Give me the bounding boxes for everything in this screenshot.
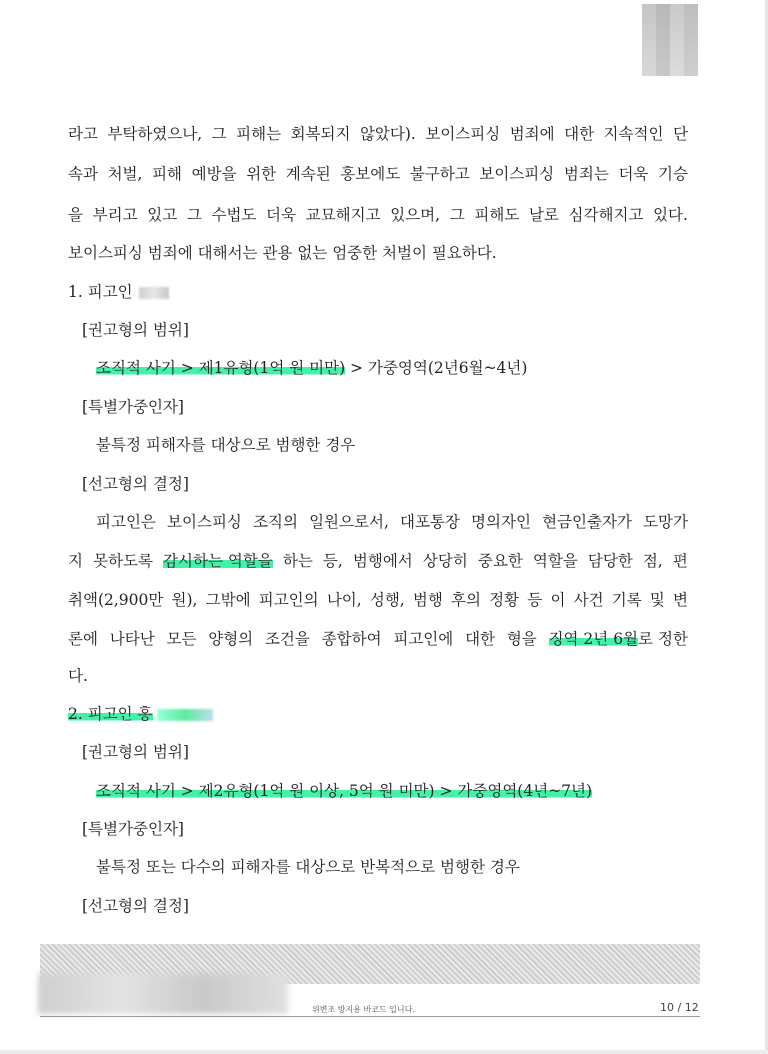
- decision-word: 상당히: [422, 552, 468, 570]
- section1-decision-label: [선고형의 결정]: [82, 475, 189, 493]
- decision-word: 이: [550, 591, 566, 609]
- decision-highlight: 감시하는 역할을: [163, 552, 273, 570]
- paragraph-word: 범죄에: [509, 125, 555, 143]
- paragraph-word: 회복되지: [290, 125, 351, 143]
- sentence-highlight: 징역 2년 6월: [548, 630, 639, 648]
- decision-word: 피고인에: [393, 630, 454, 648]
- paragraph-word: 심각해지고: [568, 206, 644, 224]
- paragraph-word: 피해도: [474, 206, 520, 224]
- page-number: 10 / 12: [660, 1001, 699, 1014]
- paragraph-word: 있으며,: [390, 206, 441, 224]
- section1-decision-line-5: 다.: [68, 667, 88, 685]
- decision-word: 나타난: [109, 630, 155, 648]
- decision-word: 대포통장: [400, 513, 460, 531]
- section1-heading: [68, 282, 169, 302]
- paragraph-word: 예방을: [191, 165, 237, 183]
- section2-heading: [68, 704, 213, 724]
- paragraph-word: 지속적인: [603, 125, 664, 143]
- barcode-notice: 위변조 방지용 바코드 입니다.: [312, 1005, 415, 1014]
- paragraph-word: 있고: [147, 206, 178, 224]
- paragraph-word: 그: [449, 206, 465, 224]
- paragraph-word: 보이스피싱: [479, 165, 555, 183]
- paragraph-word: 라고: [68, 125, 98, 143]
- redacted-name: [157, 709, 213, 721]
- decision-word: 범행에서: [352, 552, 413, 570]
- decision-word: 피고인은: [96, 513, 156, 531]
- decision-word: 범행: [412, 591, 443, 609]
- paragraph-word: 홍보에도: [340, 165, 401, 183]
- decision-word: 점,: [642, 552, 663, 570]
- paragraph-word: 속과: [68, 165, 98, 183]
- paragraph-line-4: 보이스피싱 범죄에 대해서는 관용 없는 엄중한 처벌이 필요하다.: [68, 244, 497, 262]
- decision-word: 형을: [506, 630, 537, 648]
- decision-word: 그밖에: [205, 591, 251, 609]
- paragraph-word: 처벌,: [107, 165, 143, 183]
- paragraph-line-3: [68, 205, 688, 225]
- decision-word: 취액(2,900만: [68, 591, 164, 609]
- paragraph-word: 부탁하였으나,: [107, 125, 203, 143]
- decision-word: 일원으로서,: [309, 513, 389, 531]
- scan-edge-bottom: [0, 1050, 768, 1054]
- decision-word: 중요한: [477, 552, 523, 570]
- decision-word: 론에: [68, 630, 98, 648]
- section1-range-highlight: 조직적 사기 > 제1유형(1억 원 미만): [96, 359, 346, 377]
- decision-word: 원),: [171, 591, 198, 609]
- decision-word: 대한: [465, 630, 496, 648]
- section1-range-label: [권고형의 범위]: [82, 321, 189, 339]
- section2-range-highlight: 조직적 사기 > 제2유형(1억 원 이상, 5억 원 미만) > 가중영역(4년~7년): [96, 782, 593, 800]
- decision-word: 성행,: [369, 591, 405, 609]
- paragraph-word: 수법도: [211, 206, 257, 224]
- decision-word: 로 정한: [638, 630, 688, 648]
- section1-decision-line-4: [68, 629, 688, 649]
- decision-word: 기록: [611, 591, 642, 609]
- paragraph-line-1: [68, 124, 688, 144]
- decision-word: 보이스피싱: [167, 513, 242, 531]
- decision-sentence-highlight: [549, 629, 688, 649]
- redacted-name: [139, 287, 169, 299]
- redacted-stamp: [642, 4, 698, 76]
- paragraph-word: 그: [186, 206, 202, 224]
- decision-word: 조건을: [264, 630, 310, 648]
- paragraph-word: 피해: [152, 165, 183, 183]
- decision-word: 못하도록: [93, 552, 153, 570]
- section2-special-label: [특별가중인자]: [82, 820, 184, 838]
- decision-word: 사건: [573, 591, 604, 609]
- decision-word: 변: [673, 591, 688, 609]
- decision-word: 등,: [322, 552, 343, 570]
- decision-word: 담당한: [587, 552, 633, 570]
- paragraph-word: 불구하고: [409, 165, 470, 183]
- decision-word: 지: [68, 552, 83, 570]
- decision-word: 양형의: [208, 630, 254, 648]
- section2-range: [96, 781, 592, 801]
- section1-special-text: 불특정 피해자를 대상으로 범행한 경우: [96, 436, 356, 454]
- section2-range-label: [권고형의 범위]: [82, 743, 189, 761]
- paragraph-word: 보이스피싱: [425, 125, 501, 143]
- redacted-footer: [38, 974, 288, 1014]
- decision-word: 역할을: [532, 552, 578, 570]
- paragraph-line-2: [68, 164, 688, 184]
- paragraph-word: 않았다).: [359, 125, 416, 143]
- section1-range: [96, 358, 527, 378]
- section2-decision-label: [선고형의 결정]: [82, 897, 189, 915]
- section2-heading-text: 2. 피고인 홍: [68, 705, 153, 723]
- decision-word: 하는: [282, 552, 313, 570]
- paragraph-word: 피해는: [236, 125, 282, 143]
- paragraph-word: 더욱: [618, 165, 649, 183]
- paragraph-word: 위한: [246, 165, 277, 183]
- paragraph-word: 날로: [528, 206, 559, 224]
- section2-special-text: 불특정 또는 다수의 피해자를 대상으로 반복적으로 범행한 경우: [96, 858, 520, 876]
- decision-word: 편: [672, 552, 688, 570]
- paragraph-word: 그: [211, 125, 227, 143]
- section1-heading-text: 1. 피고인: [68, 283, 133, 301]
- paragraph-word: 계속된: [285, 165, 331, 183]
- decision-word: 명의자인: [471, 513, 531, 531]
- decision-word: 피고인의: [258, 591, 319, 609]
- section1-decision-line-3: [68, 590, 688, 610]
- section1-decision-line-2: [68, 551, 688, 571]
- section1-range-suffix: > 가중영역(2년6월~4년): [345, 359, 528, 377]
- section1-decision-line-1: [96, 512, 688, 532]
- decision-word: 및: [649, 591, 665, 609]
- decision-word: 종합하여: [321, 630, 382, 648]
- paragraph-word: 범죄는: [563, 165, 609, 183]
- decision-word: 현금인출자가: [542, 513, 632, 531]
- paragraph-word: 단: [672, 125, 688, 143]
- decision-word: 정황: [489, 591, 520, 609]
- decision-word: 모든: [166, 630, 197, 648]
- paragraph-word: 부리고: [92, 206, 138, 224]
- decision-word: 후의: [451, 591, 481, 609]
- footer-divider: [40, 1016, 700, 1017]
- paragraph-word: 교묘해지고: [305, 206, 381, 224]
- paragraph-word: 을: [68, 206, 83, 224]
- decision-word: 도망가: [643, 513, 688, 531]
- decision-word: 등: [527, 591, 543, 609]
- paragraph-word: 기승: [658, 165, 688, 183]
- section1-special-label: [특별가중인자]: [82, 398, 184, 416]
- paragraph-word: 대한: [564, 125, 595, 143]
- paragraph-word: 더욱: [266, 206, 296, 224]
- paragraph-word: 있다.: [653, 206, 688, 224]
- decision-word: 나이,: [326, 591, 362, 609]
- decision-word: 조직의: [253, 513, 298, 531]
